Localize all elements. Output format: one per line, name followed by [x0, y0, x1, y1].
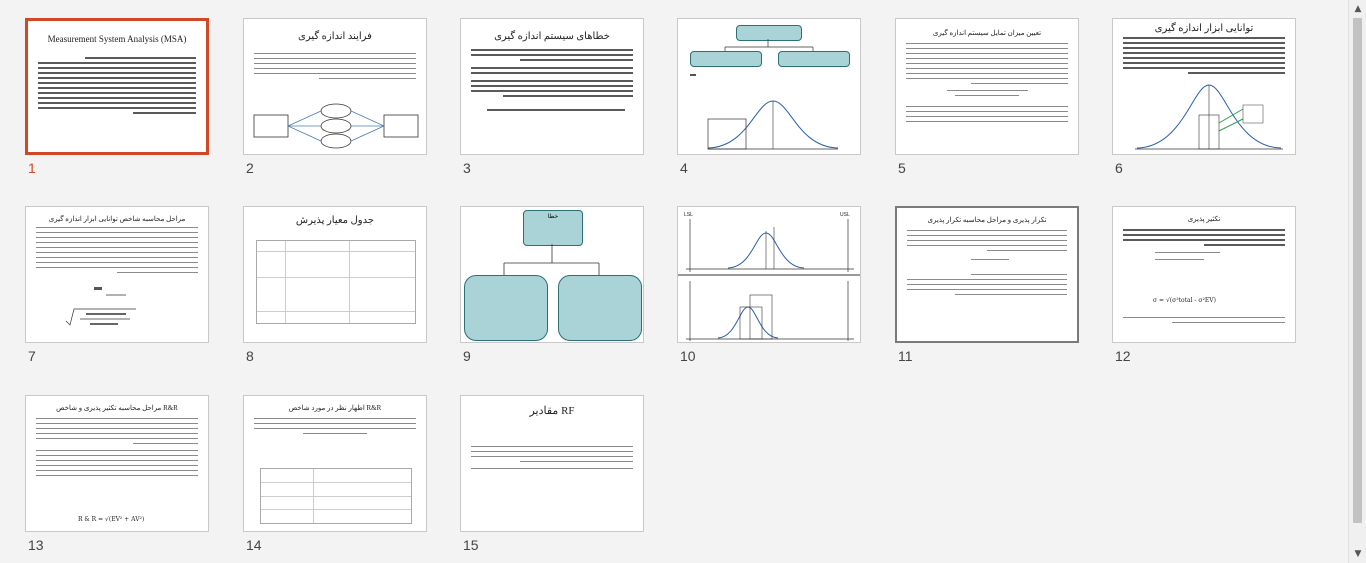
slide-preview: [25, 18, 209, 155]
slide-number: 15: [463, 537, 479, 553]
slide-number: 11: [898, 348, 913, 364]
slide-number: 3: [463, 160, 471, 176]
slide-body: [1123, 317, 1285, 327]
slide-number: 7: [28, 348, 36, 364]
slide-number: 1: [28, 160, 36, 176]
slide-preview: [895, 18, 1079, 155]
slide-number: 9: [463, 348, 471, 364]
slide-number: 5: [898, 160, 906, 176]
usl-label: USL: [840, 212, 850, 218]
slide-preview: [677, 18, 861, 155]
slide-number: 4: [680, 160, 688, 176]
slide-thumbnail-10[interactable]: [677, 206, 863, 364]
diagram-box-right: [558, 275, 642, 341]
slide-number: 12: [1115, 348, 1131, 364]
slide-formula: R & R = √(EV² + AV²): [78, 516, 145, 523]
acceptance-table: [256, 240, 416, 324]
slide-title: مقادیر RF: [529, 405, 575, 417]
slide-thumbnail-5[interactable]: [895, 18, 1081, 176]
slide-body: [254, 53, 416, 83]
slide-body: [907, 230, 1067, 299]
slide-title: مراحل محاسبه تکثیر پذیری و شاخص R&R: [56, 404, 178, 412]
slide-thumbnail-14[interactable]: [243, 395, 429, 553]
slide-number: 13: [28, 537, 44, 553]
slide-body: [906, 43, 1068, 126]
slide-number: 2: [246, 160, 254, 176]
slide-title: Measurement System Analysis (MSA): [47, 34, 187, 44]
slide-preview: [460, 206, 644, 343]
slide-body: [38, 57, 196, 117]
slide-thumbnail-6[interactable]: [1112, 18, 1298, 176]
rr-table: [260, 468, 412, 524]
distribution-chart: [678, 19, 861, 155]
slide-body: [254, 418, 416, 438]
slide-thumbnail-9[interactable]: [460, 206, 646, 364]
slide-title: مراحل محاسبه شاخص توانایی ابزار اندازه گیری: [48, 215, 186, 223]
formula-graphic: [26, 207, 209, 343]
slide-body: [1123, 229, 1285, 264]
slide-preview: [1112, 18, 1296, 155]
spec-limit-charts: [678, 207, 861, 343]
slide-thumbnail-2[interactable]: [243, 18, 429, 176]
slide-title: خطاهای سیستم اندازه گیری: [494, 31, 610, 42]
slide-preview: [895, 206, 1079, 343]
scroll-down-icon[interactable]: ▼: [1354, 549, 1362, 559]
slide-title: فرایند اندازه گیری: [298, 31, 372, 42]
slide-preview: [25, 395, 209, 532]
slide-thumbnail-12[interactable]: [1112, 206, 1298, 364]
vertical-scrollbar[interactable]: [1348, 0, 1366, 563]
slide-body: [471, 49, 633, 114]
slide-preview: [25, 206, 209, 343]
slide-thumbnail-3[interactable]: [460, 18, 646, 176]
slide-title: جدول معیار پذیرش: [295, 215, 375, 226]
slide-preview: [677, 206, 861, 343]
slide-thumbnail-11[interactable]: [895, 206, 1081, 364]
scroll-up-icon[interactable]: ▲: [1354, 4, 1362, 14]
slide-thumbnail-7[interactable]: [25, 206, 211, 364]
process-diagram: [252, 101, 420, 149]
slide-title: توانایی ابزار اندازه گیری: [1154, 23, 1254, 34]
diagram-box-left: [464, 275, 548, 341]
slide-thumbnail-13[interactable]: [25, 395, 211, 553]
slide-thumbnail-1[interactable]: [25, 18, 211, 176]
lsl-label: LSL: [684, 212, 693, 218]
slide-preview: [243, 395, 427, 532]
slide-title: اظهار نظر در مورد شاخص R&R: [288, 404, 382, 412]
slide-preview: [1112, 206, 1296, 343]
scroll-thumb[interactable]: [1353, 18, 1362, 523]
slide-title: تکثیر پذیری: [1187, 215, 1221, 223]
slide-title: خطا: [547, 214, 559, 220]
slide-body: [471, 446, 633, 473]
slide-thumbnail-8[interactable]: [243, 206, 429, 364]
slide-preview: [460, 18, 644, 155]
slide-title: تعیین میزان تمایل سیستم اندازه گیری: [932, 29, 1042, 37]
slide-preview: [243, 18, 427, 155]
slide-number: 14: [246, 537, 262, 553]
slide-thumbnail-4[interactable]: [677, 18, 863, 176]
capability-chart: [1113, 19, 1296, 155]
slide-preview: [460, 395, 644, 532]
slide-title: تکرار پذیری و مراحل محاسبه تکرار پذیری: [927, 216, 1047, 224]
slide-number: 6: [1115, 160, 1123, 176]
slide-number: 8: [246, 348, 254, 364]
slide-body: [36, 418, 198, 480]
slide-number: 10: [680, 348, 696, 364]
slide-preview: [243, 206, 427, 343]
slide-thumbnail-15[interactable]: [460, 395, 646, 553]
slide-formula: σ = √(σ²total - σ²EV): [1153, 297, 1216, 304]
